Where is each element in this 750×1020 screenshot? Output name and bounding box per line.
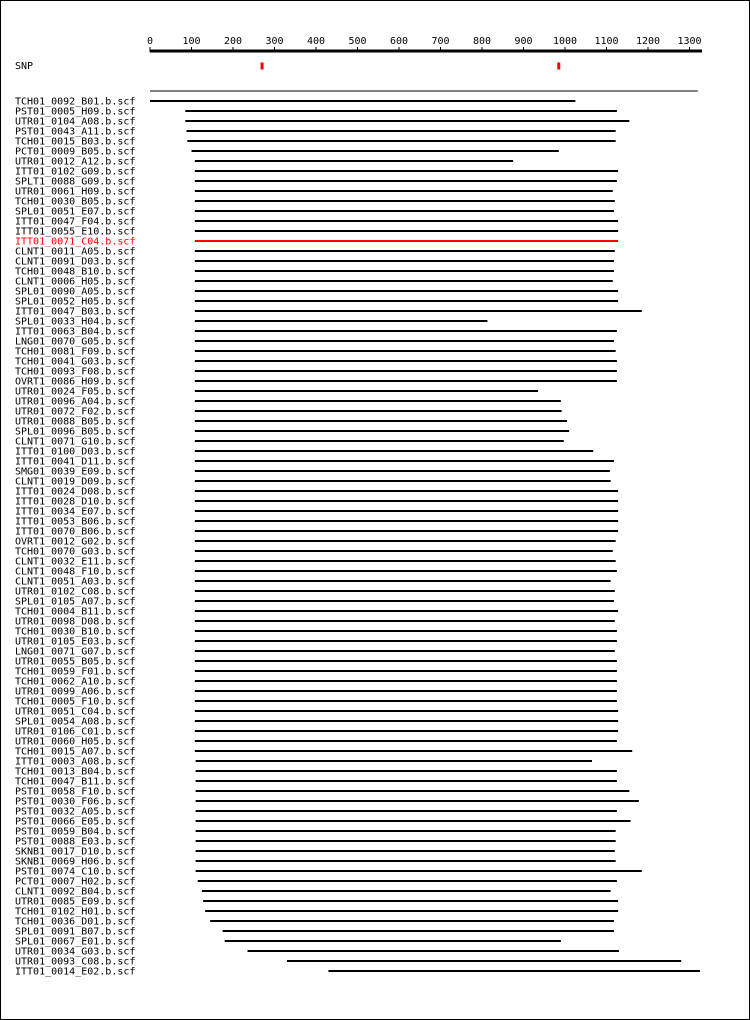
read-name[interactable]: ITT01_0024_D08.b.scf bbox=[15, 486, 136, 498]
read-name[interactable]: TCH01_0015_B03.b.scf bbox=[15, 136, 136, 148]
read-name[interactable]: ITT01_0102_G09.b.scf bbox=[15, 166, 136, 178]
read-name[interactable]: ITT01_0003_A08.b.scf bbox=[15, 756, 136, 768]
read-name[interactable]: SPL01_0091_B07.b.scf bbox=[15, 926, 136, 938]
read-name[interactable]: CLNT1_0006_H05.b.scf bbox=[15, 276, 136, 288]
axis-tick-label: 1300 bbox=[677, 36, 702, 47]
read-name[interactable]: UTR01_0093_C08.b.scf bbox=[15, 956, 136, 968]
read-name[interactable]: TCH01_0036_D01.b.scf bbox=[15, 916, 136, 928]
read-name[interactable]: SKNB1_0069_H06.b.scf bbox=[15, 856, 136, 868]
snp-marker[interactable] bbox=[261, 63, 264, 70]
read-name[interactable]: PST01_0043_A11.b.scf bbox=[15, 126, 136, 138]
read-name[interactable]: SPL01_0090_A05.b.scf bbox=[15, 286, 136, 298]
read-name[interactable]: UTR01_0055_B05.b.scf bbox=[15, 656, 136, 668]
read-name[interactable]: TCH01_0013_B04.b.scf bbox=[15, 766, 136, 778]
read-name[interactable]: UTR01_0104_A08.b.scf bbox=[15, 116, 136, 128]
axis-tick-label: 400 bbox=[306, 36, 326, 47]
read-name[interactable]: UTR01_0012_A12.b.scf bbox=[15, 156, 136, 168]
read-name[interactable]: TCH01_0041_G03.b.scf bbox=[15, 356, 136, 368]
read-name[interactable]: UTR01_0024_F05.b.scf bbox=[15, 386, 136, 398]
read-name[interactable]: PST01_0030_F06.b.scf bbox=[15, 796, 136, 808]
axis-tick-label: 200 bbox=[223, 36, 243, 47]
snp-marker[interactable] bbox=[557, 63, 560, 70]
read-name[interactable]: SPL01_0052_H05.b.scf bbox=[15, 296, 136, 308]
read-name[interactable]: TCH01_0093_F08.b.scf bbox=[15, 366, 136, 378]
read-name[interactable]: TCH01_0030_B05.b.scf bbox=[15, 196, 136, 208]
read-name[interactable]: SPL01_0067_E01.b.scf bbox=[15, 936, 136, 948]
read-name[interactable]: ITT01_0071_C04.b.scf bbox=[15, 236, 136, 248]
read-name[interactable]: PST01_0059_B04.b.scf bbox=[15, 826, 136, 838]
read-name[interactable]: TCH01_0102_H01.b.scf bbox=[15, 906, 136, 918]
axis-tick-label: 0 bbox=[146, 36, 154, 47]
axis-tick-label: 800 bbox=[472, 36, 492, 47]
read-name[interactable]: UTR01_0096_A04.b.scf bbox=[15, 396, 136, 408]
read-name[interactable]: ITT01_0070_B06.b.scf bbox=[15, 526, 136, 538]
read-name[interactable]: TCH01_0015_A07.b.scf bbox=[15, 746, 136, 758]
read-name[interactable]: CLNT1_0051_A03.b.scf bbox=[15, 576, 136, 588]
read-name[interactable]: TCH01_0048_B10.b.scf bbox=[15, 266, 136, 278]
read-name[interactable]: TCH01_0092_B01.b.scf bbox=[15, 96, 136, 108]
axis-tick-label: 1100 bbox=[594, 36, 619, 47]
read-name[interactable]: UTR01_0105_E03.b.scf bbox=[15, 636, 136, 648]
snp-track bbox=[15, 61, 698, 91]
read-name[interactable]: ITT01_0034_E07.b.scf bbox=[15, 506, 136, 518]
read-name[interactable]: ITT01_0100_D03.b.scf bbox=[15, 446, 136, 458]
axis-tick-label: 600 bbox=[389, 36, 409, 47]
read-name[interactable]: SPLT1_0088_G09.b.scf bbox=[15, 176, 136, 188]
read-name[interactable]: CLNT1_0048_F10.b.scf bbox=[15, 566, 136, 578]
read-name[interactable]: CLNT1_0011_A05.b.scf bbox=[15, 246, 136, 258]
read-name[interactable]: TCH01_0070_G03.b.scf bbox=[15, 546, 136, 558]
read-name[interactable]: OVRT1_0012_G02.b.scf bbox=[15, 536, 136, 548]
coordinate-axis bbox=[147, 36, 702, 52]
read-name[interactable]: UTR01_0051_C04.b.scf bbox=[15, 706, 136, 718]
read-name[interactable]: PST01_0088_E03.b.scf bbox=[15, 836, 136, 848]
read-name[interactable]: ITT01_0053_B06.b.scf bbox=[15, 516, 136, 528]
read-name[interactable]: ITT01_0014_E02.b.scf bbox=[15, 966, 136, 978]
read-name[interactable]: TCH01_0005_F10.b.scf bbox=[15, 696, 136, 708]
read-alignment-diagram bbox=[1, 1, 749, 1019]
read-name[interactable]: OVRT1_0086_H09.b.scf bbox=[15, 376, 136, 388]
read-list bbox=[15, 97, 700, 978]
read-name[interactable]: SPL01_0033_H04.b.scf bbox=[15, 316, 136, 328]
read-name[interactable]: SKNB1_0017_D10.b.scf bbox=[15, 846, 136, 858]
read-name[interactable]: PST01_0058_F10.b.scf bbox=[15, 786, 136, 798]
read-name[interactable]: ITT01_0047_B03.b.scf bbox=[15, 306, 136, 318]
read-name[interactable]: ITT01_0063_B04.b.scf bbox=[15, 326, 136, 338]
read-name[interactable]: CLNT1_0032_E11.b.scf bbox=[15, 556, 136, 568]
read-name[interactable]: ITT01_0028_D10.b.scf bbox=[15, 496, 136, 508]
read-name[interactable]: TCH01_0062_A10.b.scf bbox=[15, 676, 136, 688]
snp-track-label: SNP bbox=[15, 61, 34, 72]
read-name[interactable]: UTR01_0102_C08.b.scf bbox=[15, 586, 136, 598]
read-name[interactable]: TCH01_0059_F01.b.scf bbox=[15, 666, 136, 678]
read-name[interactable]: UTR01_0060_H05.b.scf bbox=[15, 736, 136, 748]
read-name[interactable]: SPL01_0051_E07.b.scf bbox=[15, 206, 136, 218]
read-name[interactable]: UTR01_0085_E09.b.scf bbox=[15, 896, 136, 908]
read-name[interactable]: TCH01_0081_F09.b.scf bbox=[15, 346, 136, 358]
read-name[interactable]: UTR01_0106_C01.b.scf bbox=[15, 726, 136, 738]
read-name[interactable]: ITT01_0041_D11.b.scf bbox=[15, 456, 136, 468]
axis-tick-label: 700 bbox=[431, 36, 450, 47]
read-name[interactable]: PST01_0032_A05.b.scf bbox=[15, 806, 136, 818]
read-name[interactable]: CLNT1_0092_B04.b.scf bbox=[15, 886, 136, 898]
read-row[interactable] bbox=[15, 967, 700, 978]
axis-tick-label: 300 bbox=[265, 36, 284, 47]
read-name[interactable]: PST01_0066_E05.b.scf bbox=[15, 816, 136, 828]
read-name[interactable]: UTR01_0088_B05.b.scf bbox=[15, 416, 136, 428]
axis-tick-label: 500 bbox=[348, 36, 367, 47]
read-name[interactable]: PST01_0005_H09.b.scf bbox=[15, 106, 136, 118]
read-name[interactable]: TCH01_0030_B10.b.scf bbox=[15, 626, 136, 638]
read-name[interactable]: TCH01_0047_B11.b.scf bbox=[15, 776, 136, 788]
axis-tick-label: 100 bbox=[182, 36, 201, 47]
read-name[interactable]: SPL01_0105_A07.b.scf bbox=[15, 596, 136, 608]
read-name[interactable]: TCH01_0004_B11.b.scf bbox=[15, 606, 136, 618]
read-name[interactable]: LNG01_0070_G05.b.scf bbox=[15, 336, 136, 348]
axis-tick-label: 1000 bbox=[552, 36, 578, 47]
read-name[interactable]: ITT01_0047_F04.b.scf bbox=[15, 216, 136, 228]
read-name[interactable]: CLNT1_0071_G10.b.scf bbox=[15, 436, 136, 448]
read-name[interactable]: ITT01_0055_E10.b.scf bbox=[15, 226, 136, 238]
read-name[interactable]: UTR01_0072_F02.b.scf bbox=[15, 406, 136, 418]
read-name[interactable]: PCT01_0007_H02.b.scf bbox=[15, 876, 136, 888]
read-name[interactable]: CLNT1_0091_D03.b.scf bbox=[15, 256, 136, 268]
read-name[interactable]: UTR01_0061_H09.b.scf bbox=[15, 186, 136, 198]
read-name[interactable]: UTR01_0098_D08.b.scf bbox=[15, 616, 136, 628]
axis-tick-label: 900 bbox=[514, 36, 533, 47]
read-name[interactable]: SMG01_0039_E09.b.scf bbox=[15, 466, 136, 478]
axis-tick-label: 1200 bbox=[635, 36, 661, 47]
read-name[interactable]: PCT01_0009_B05.b.scf bbox=[15, 146, 136, 158]
read-name[interactable]: PST01_0074_C10.b.scf bbox=[15, 866, 136, 878]
read-name[interactable]: UTR01_0034_G03.b.scf bbox=[15, 946, 136, 958]
read-name[interactable]: UTR01_0099_A06.b.scf bbox=[15, 686, 136, 698]
read-name[interactable]: CLNT1_0019_D09.b.scf bbox=[15, 476, 136, 488]
read-name[interactable]: SPL01_0054_A08.b.scf bbox=[15, 716, 136, 728]
read-name[interactable]: SPL01_0096_B05.b.scf bbox=[15, 426, 136, 438]
read-name[interactable]: LNG01_0071_G07.b.scf bbox=[15, 646, 136, 658]
